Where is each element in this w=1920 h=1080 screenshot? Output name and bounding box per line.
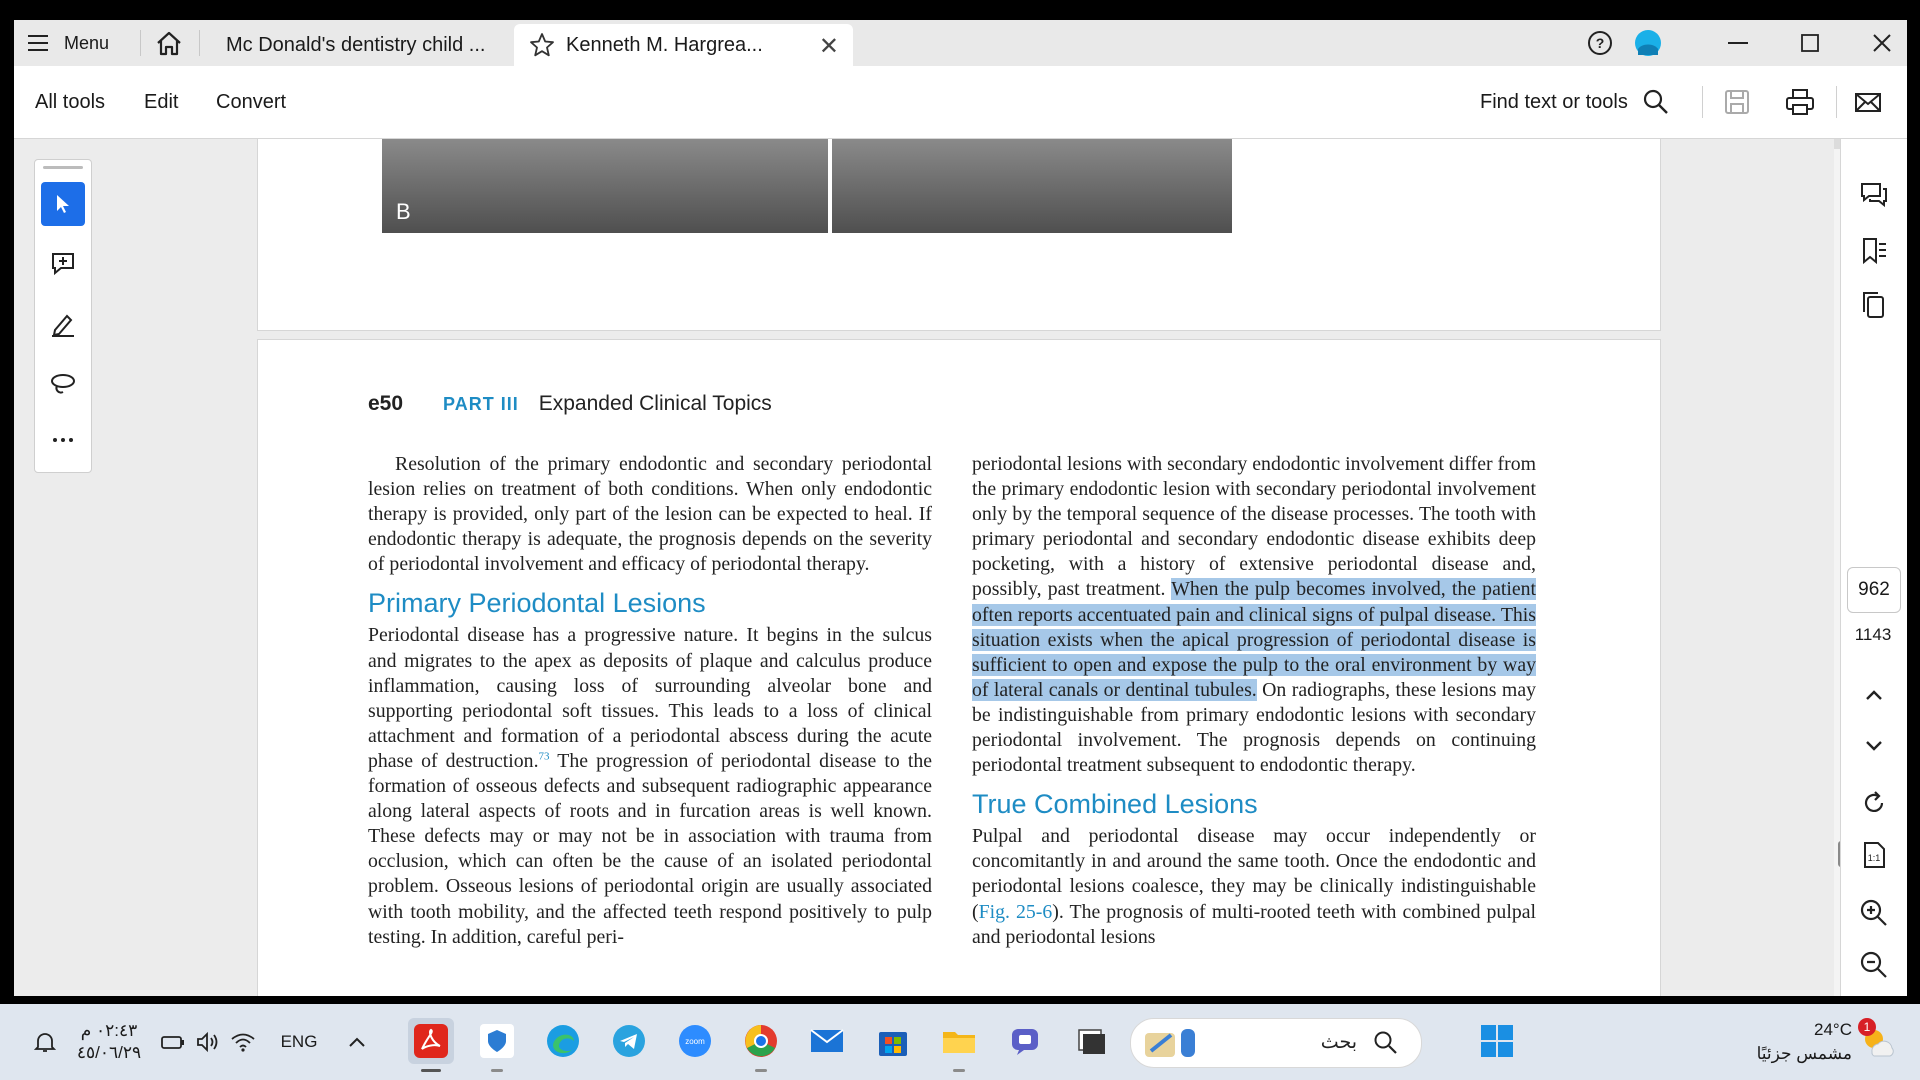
svg-text:?: ? [1595,35,1605,51]
text-run: periodontal lesions with secondary endodontic involvement differ from the primary endodontic lesion with secondary periodontal involvement only by the temporal sequence of the disease processes. The tooth with primary periodontal and secondary endodontic disease exhibits deep pocketing, with a history of extensive periodontal disease and, possibly, past treatment. [972,453,1536,601]
shield-icon [480,1024,514,1058]
text-run: The progression of periodontal disease to the formation of osseous defects and subsequent radiographic appearance along lateral aspects of roots and in furcation areas is well known. These defects may or may not be in association with trauma from occlusion, which can often be the cause of an isolated periodontal problem. Osseous lesions of periodontal origin are usually associated with tooth mobility, and the affected teeth respond positively to pulp testing. In addition, careful peri- [368,749,932,948]
paragraph [972,824,1536,949]
taskbar-app-zoom[interactable] [672,1018,718,1064]
title-bar [14,20,1907,66]
notifications-button[interactable] [30,1004,60,1080]
divider [1702,86,1703,118]
weather-description: مشمس جزئيًا [1756,1044,1852,1063]
add-comment-button[interactable] [41,242,85,286]
taskbar-app-telegram[interactable] [606,1018,652,1064]
total-pages: 1143 [1854,625,1892,644]
close-tab-icon[interactable]: ✕ [818,33,839,60]
right-panel-rail [1840,139,1907,996]
volume-status[interactable] [192,1004,224,1080]
search-icon [1642,88,1670,116]
figure-label: B [396,199,411,224]
save-icon[interactable] [1721,86,1753,118]
email-icon[interactable] [1852,86,1884,118]
windows-logo-icon [1480,1024,1514,1058]
search-placeholder: بحث [1320,1032,1357,1053]
taskbar-search[interactable] [1130,1018,1422,1068]
quick-tools-rail [34,159,92,473]
bell-icon [34,1030,56,1054]
pdf-page-current [257,339,1661,996]
reference-link[interactable]: 73 [538,750,550,763]
taskbar-app-teams[interactable] [1002,1018,1048,1064]
close-icon [1871,32,1893,54]
page-thumbnails-icon[interactable] [1858,289,1890,321]
pen-icon [49,310,77,338]
menu-label: Menu [64,32,110,53]
text-run: On radiographs, these lesions may be indistinguishable from primary endodontic lesions with secondary periodontal involvement. The prognosis depends on continuing periodontal treatment subsequent to endodontic therapy. [972,678,1536,777]
select-tool-button[interactable] [41,182,85,226]
draw-tool-button[interactable] [41,302,85,346]
hamburger-icon [28,34,50,52]
help-icon [1587,30,1613,56]
windows-taskbar [0,1004,1920,1080]
running-indicator [491,1069,503,1072]
speaker-icon [195,1031,221,1053]
zoom-out-icon[interactable] [1858,949,1890,981]
folder-icon [941,1026,977,1056]
cursor-icon [51,192,75,216]
tab-label: Mc Donald's dentistry child ... [226,33,486,56]
part-title: Expanded Clinical Topics [538,392,772,415]
more-tools-button[interactable] [41,418,85,462]
text-run: Periodontal disease has a progressive nature. It begins in the sulcus and migrates to the apex as deposits of plaque and calculus produce inflammation, causing loss of surrounding alveolar bone and supporting periodontal soft tissues. This leads to a loss of clinical attachment and formation of a periodontal abscess during the acute phase of destruction. [368,624,932,772]
running-header [368,392,772,416]
wifi-icon [230,1031,256,1053]
text-column-right [972,452,1536,950]
lasso-tool-button[interactable] [41,362,85,406]
start-button[interactable] [1474,1018,1520,1064]
battery-icon [160,1032,186,1052]
notification-badge: 1 [1858,1018,1876,1036]
chat-icon [1008,1024,1042,1058]
running-indicator [953,1069,965,1072]
menu-button[interactable] [28,20,109,66]
zoom-icon [678,1024,712,1058]
tab-label: Kenneth M. Hargrea... [566,33,763,56]
search-icon [1373,1030,1399,1056]
divider [140,30,141,56]
clock-date: ٤٥/٠٦/٢٩ [76,1043,142,1062]
clock[interactable] [64,1004,154,1080]
edge-icon [545,1023,581,1059]
find-label: Find text or tools [1480,90,1628,113]
taskbar-app-acrobat[interactable] [408,1018,454,1064]
help-button[interactable] [1580,20,1620,66]
running-indicator [755,1069,767,1072]
paragraph [972,452,1536,778]
paragraph [368,623,932,949]
radiograph-image [382,139,828,233]
part-label: PART III [443,394,519,414]
search-highlight-icon [1141,1023,1205,1063]
acrobat-icon [414,1024,448,1058]
chrome-icon [743,1023,779,1059]
telegram-icon [612,1024,646,1058]
input-language[interactable]: ENG [280,1032,318,1051]
mail-icon [809,1026,845,1056]
window-icon [1075,1026,1107,1056]
edit-button[interactable]: Edit [144,90,179,113]
print-icon[interactable] [1784,86,1816,118]
bookmarks-panel-icon[interactable] [1858,235,1890,267]
weather-temperature: 24°C [1814,1020,1852,1039]
running-indicator [421,1069,441,1072]
weather-widget[interactable] [1746,1004,1852,1080]
chevron-up-icon [348,1036,366,1048]
taskbar-app-file-explorer[interactable] [936,1018,982,1064]
divider [1836,86,1837,118]
taskbar-app-task-view[interactable] [1068,1018,1114,1064]
highlighted-selection[interactable]: When the pulp becomes involved, the patient often reports accentuated pain and clinical signs of pulpal disease. This situation exists when the apical progression of periodontal disease is sufficient to open and expose the pulp to the oral environment by way of lateral canals or dentinal tubules. [972,578,1537,701]
current-page-input[interactable]: 962 [1847,567,1901,613]
paragraph: Resolution of the primary endodontic and secondary periodontal lesion relies on treatment of both conditions. When only endodontic therapy is provided, only part of the lesion can be expected to heal. If endodontic therapy is adequate, the prognosis depends on the severity of periodontal involvement and efficacy of periodontal therapy. [368,453,932,576]
avatar-icon [1634,29,1662,57]
text-column-left [368,452,932,950]
radiograph-image [832,139,1232,233]
svg-text:zoom: zoom [685,1037,705,1046]
toolbar [14,66,1907,139]
document-viewport[interactable] [14,139,1907,996]
svg-text:1:1: 1:1 [1867,853,1881,863]
weather-icon-button[interactable] [1856,1004,1900,1080]
figure-link[interactable]: Fig. 25-6 [978,900,1053,923]
page-number: e50 [368,392,404,415]
clock-time: ٠٢:٤٣ م [80,1021,138,1040]
minimize-button[interactable] [1708,20,1768,66]
chevron-down-icon[interactable] [1858,729,1890,761]
account-button[interactable] [1628,20,1668,66]
battery-status[interactable] [156,1004,190,1080]
section-heading: Primary Periodontal Lesions [368,588,706,619]
minimize-icon [1727,32,1749,54]
taskbar-app-mail[interactable] [804,1018,850,1064]
all-tools-button[interactable]: All tools [35,90,106,113]
tab-hargreaves[interactable] [514,24,853,66]
acrobat-window [14,20,1907,996]
find-text-button[interactable] [1480,66,1670,138]
store-icon [876,1024,910,1058]
chevron-up-icon[interactable] [1858,679,1890,711]
taskbar-app-chrome[interactable] [738,1018,784,1064]
maximize-icon [1799,32,1821,54]
taskbar-app-store[interactable] [870,1018,916,1064]
drag-handle[interactable] [43,166,83,169]
home-button[interactable] [152,28,186,58]
rotate-icon[interactable] [1858,787,1890,819]
fit-page-icon[interactable] [1858,839,1890,871]
comment-add-icon [49,250,77,278]
maximize-button[interactable] [1780,20,1840,66]
more-icon [49,435,77,445]
star-icon[interactable] [528,31,556,59]
wifi-status[interactable] [226,1004,260,1080]
section-heading: True Combined Lesions [972,789,1258,820]
divider [199,30,200,56]
zoom-in-icon[interactable] [1858,897,1890,929]
taskbar-app-edge[interactable] [540,1018,586,1064]
system-tray-expand[interactable] [340,1004,374,1080]
taskbar-app-security[interactable] [474,1018,520,1064]
convert-button[interactable]: Convert [216,90,287,113]
tab-mcdonalds[interactable] [212,24,526,66]
home-icon [152,28,186,58]
close-window-button[interactable] [1852,20,1907,66]
pdf-page-previous [257,139,1661,331]
lasso-icon [49,370,77,398]
text-run: Pulpal and periodontal disease may occur independently or concomitantly in and around the same tooth. Once the endodontic and periodontal lesions coalesce, they may be clinically indistinguishable ( [972,825,1536,923]
text-run: ). The prognosis of multi-rooted teeth with combined pulpal and periodontal lesions [972,900,1536,948]
comments-panel-icon[interactable] [1858,179,1890,211]
